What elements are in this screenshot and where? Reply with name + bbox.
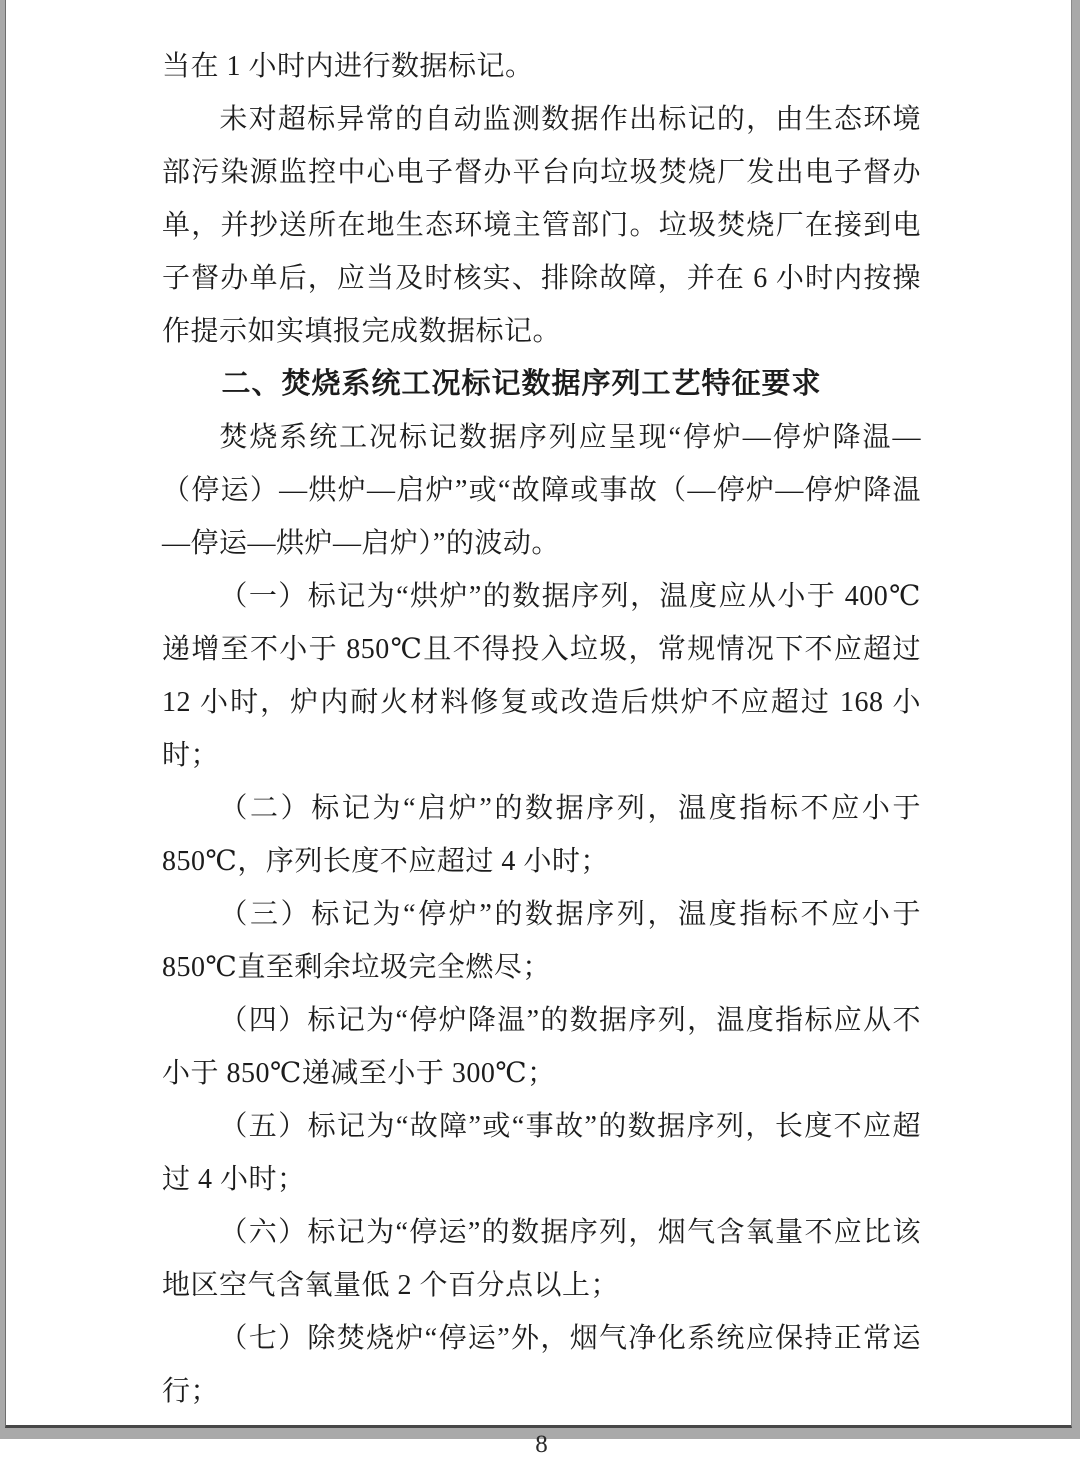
body-paragraph: （四）标记为“停炉降温”的数据序列，温度指标应从不小于 850℃递减至小于 300℃； xyxy=(162,1005,921,1089)
body-paragraph: 当在 1 小时内进行数据标记。 xyxy=(162,51,534,82)
section-heading: 二、焚烧系统工况标记数据序列工艺特征要求 xyxy=(221,368,822,400)
page-content xyxy=(162,40,921,1418)
body-paragraph: （三）标记为“停炉”的数据序列，温度指标不应小于 850℃直至剩余垃圾完全燃尽； xyxy=(162,899,921,983)
body-paragraph: 焚烧系统工况标记数据序列应呈现“停炉—停炉降温—（停运）—烘炉—启炉”或“故障或事故（—停炉—停炉降温—停运—烘炉—启炉）”的波动。 xyxy=(162,422,921,559)
body-paragraph: （二）标记为“启炉”的数据序列，温度指标不应小于 850℃，序列长度不应超过 4 小时； xyxy=(162,793,921,877)
body-paragraph: （一）标记为“烘炉”的数据序列，温度应从小于 400℃递增至不小于 850℃且不得投入垃圾，常规情况下不应超过 12 小时，炉内耐火材料修复或改造后烘炉不应超过 168 小时； xyxy=(162,581,921,771)
body-paragraph: 未对超标异常的自动监测数据作出标记的，由生态环境部污染源监控中心电子督办平台向垃圾焚烧厂发出电子督办单，并抄送所在地生态环境主管部门。垃圾焚烧厂在接到电子督办单后，应当及时核实、排除故障，并在 6 小时内按操作提示如实填报完成数据标记。 xyxy=(162,104,921,347)
body-paragraph: （六）标记为“停运”的数据序列，烟气含氧量不应比该地区空气含氧量低 2 个百分点以上； xyxy=(162,1217,921,1301)
body-paragraph: （七）除焚烧炉“停运”外，烟气净化系统应保持正常运行； xyxy=(162,1323,921,1407)
body-paragraph: （五）标记为“故障”或“事故”的数据序列，长度不应超过 4 小时； xyxy=(162,1111,921,1195)
document-page xyxy=(5,0,1072,1458)
page-number: 8 xyxy=(535,1431,548,1458)
